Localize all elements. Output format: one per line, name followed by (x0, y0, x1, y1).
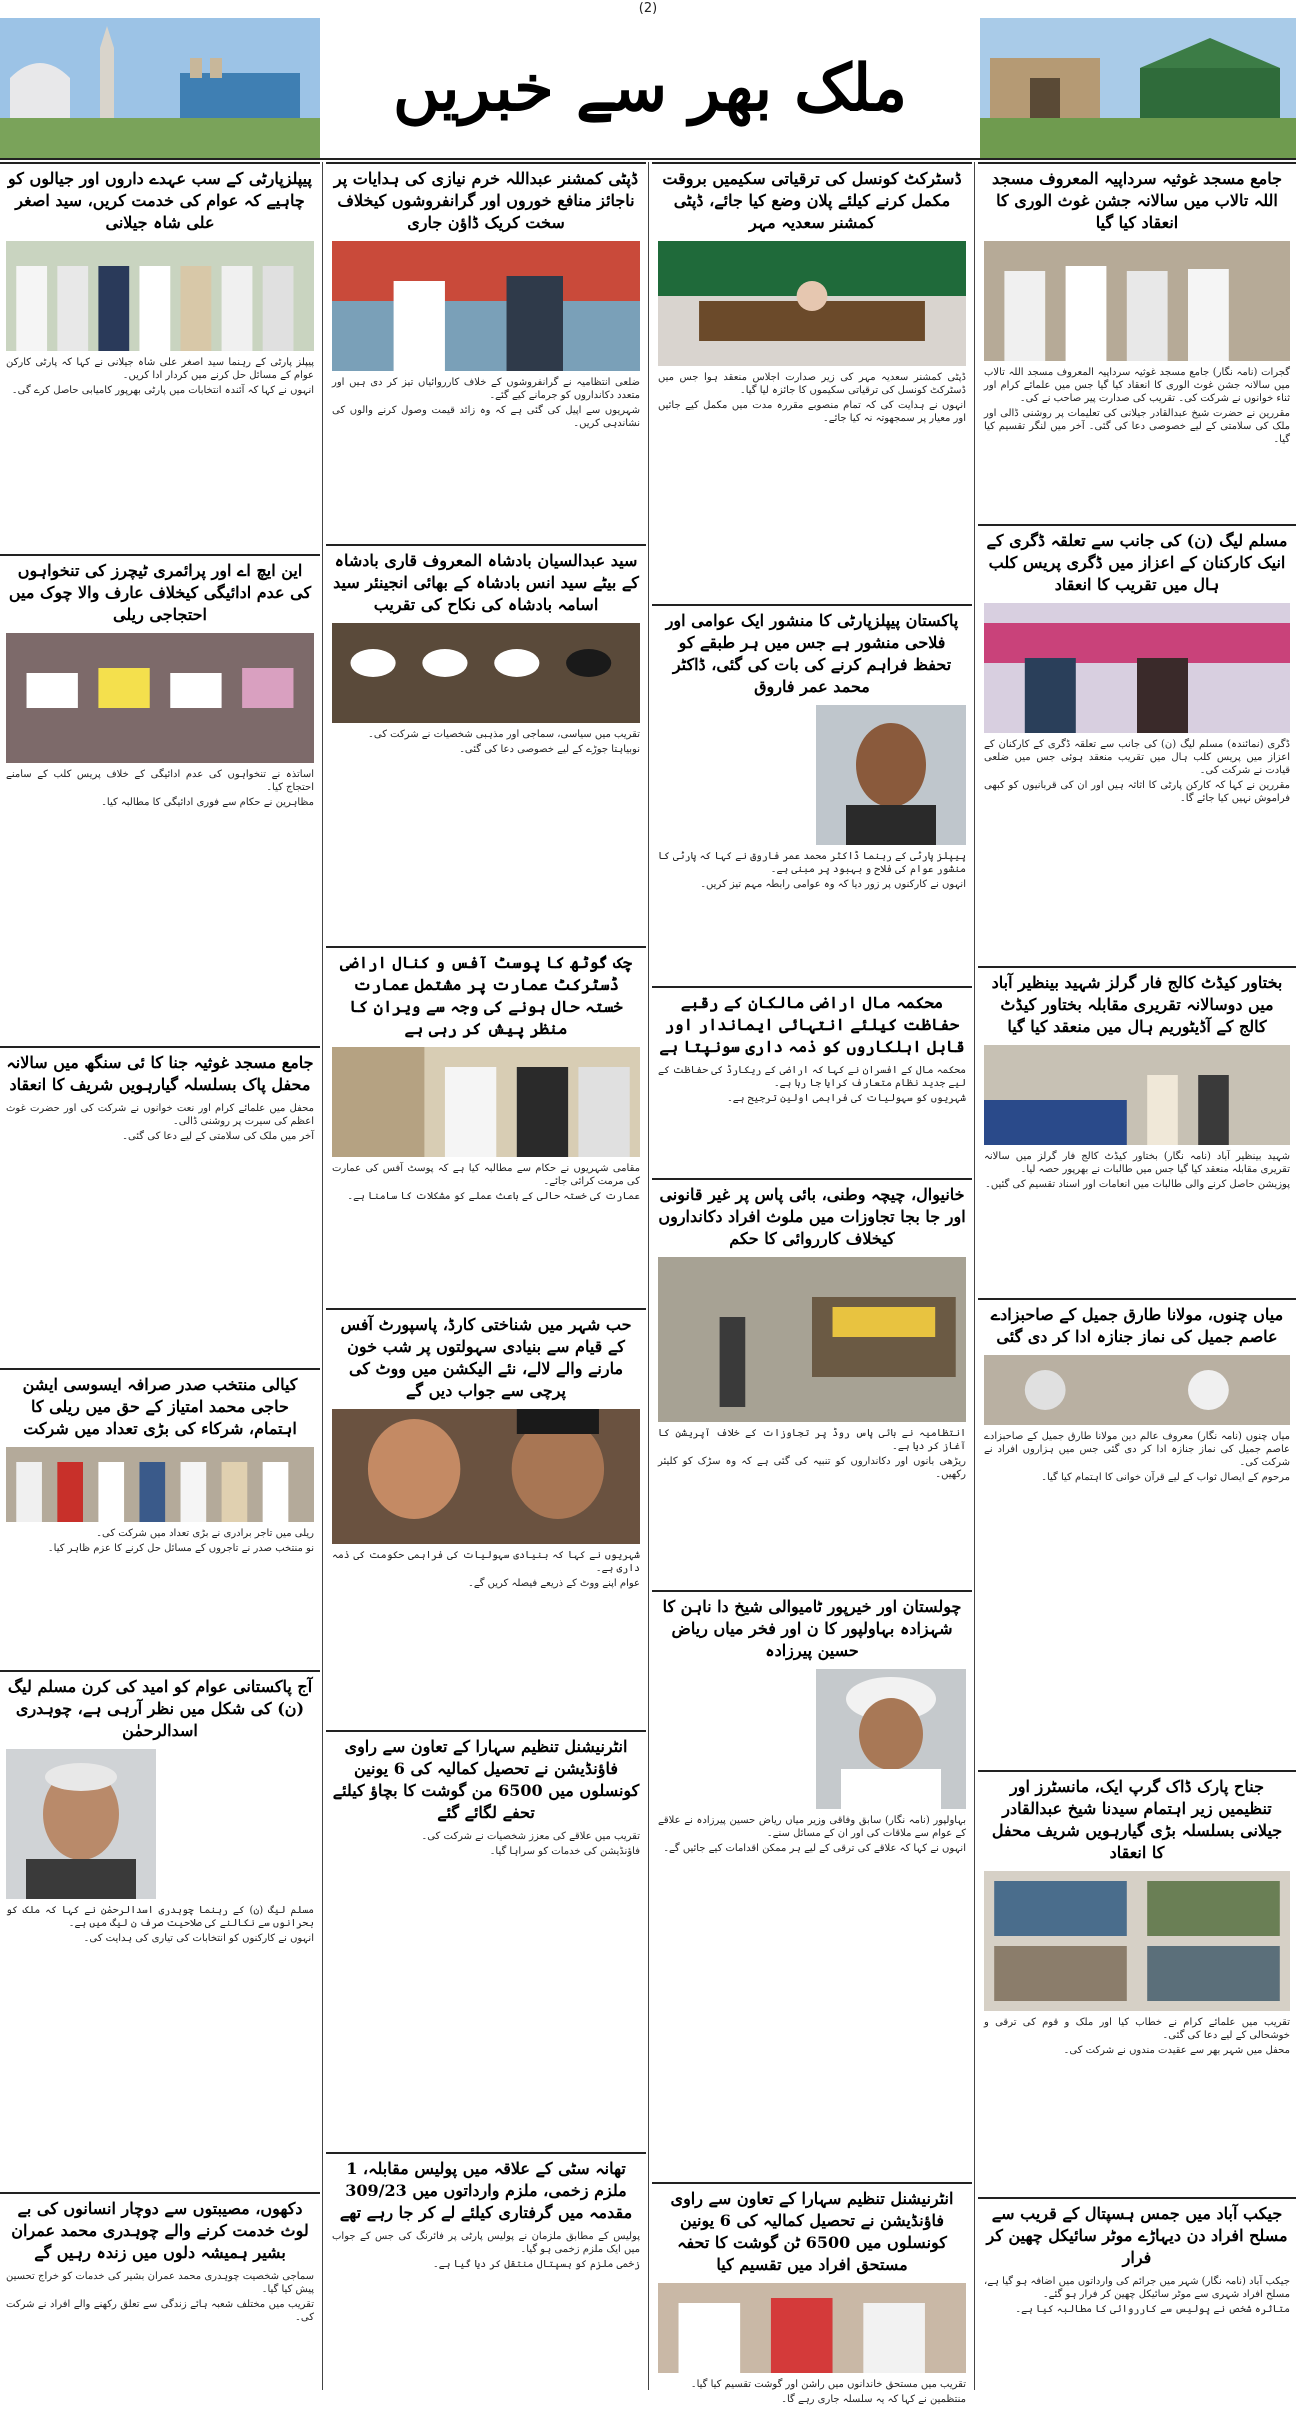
story-photo (332, 623, 640, 723)
story-body (0, 2268, 320, 2328)
story-photo (6, 241, 314, 351)
story-paragraph: انہوں نے کہا کہ علاقے کی ترقی کے لیے ہر ممکن اقدامات کیے جائیں گے۔ (663, 1843, 966, 1854)
story-paragraph: انہوں نے کارکنوں پر زور دیا کہ وہ عوامی رابطہ مہم تیز کریں۔ (700, 879, 966, 890)
story-paragraph: گجرات (نامہ نگار) جامع مسجد غوثیہ سرداپیہ المعروف مسجد اللہ تالاب میں سالانہ جشن غوث الوری کا انعقاد کیا گیا جس میں علمائے کرام اور ثناء خوانوں نے شرکت کی۔ تقریب کی صدارت پیر صاحب نے کی۔ (984, 367, 1290, 404)
story-paragraph: نو منتخب صدر نے تاجروں کے مسائل حل کرنے کا عزم ظاہر کیا۔ (47, 1543, 314, 1554)
story (326, 946, 646, 1308)
story-paragraph: شہریوں نے کہا کہ بنیادی سہولیات کی فراہمی حکومت کی ذمہ داری ہے۔ (332, 1550, 640, 1574)
story-paragraph: مسلم لیگ (ن) کے رہنما چوہدری اسدالرحمٰن نے کہا کہ ملک کو بحرانوں سے نکالنے کی صلاحیت صرف ن لیگ میں ہے۔ (6, 1905, 314, 1929)
page-number: (2) (638, 1, 658, 16)
story-photo (332, 1047, 640, 1157)
story-headline: سید عبدالسیان بادشاہ المعروف قاری بادشاہ کے بیٹے سید انس بادشاہ کے بھائی انجینئر سید اسامہ بادشاہ کی نکاح کی تقریب (333, 551, 639, 614)
story-body (978, 2273, 1296, 2320)
story (0, 1670, 320, 2192)
story-paragraph: انہوں نے ہدایت کی کہ تمام منصوبے مقررہ مدت میں مکمل کیے جائیں اور معیار پر سمجھوتہ نہ کیا جائے۔ (658, 400, 966, 424)
portrait-photo (816, 1669, 966, 1809)
story-paragraph: شہید بینظیر آباد (نامہ نگار) بختاور کیڈٹ کالج فار گرلز میں سالانہ تقریری مقابلہ منعقد کیا گیا جس میں طالبات نے بھرپور حصہ لیا۔ (984, 1151, 1290, 1175)
story-body (0, 1525, 320, 1559)
story-paragraph: عوام اپنے ووٹ کے ذریعے فیصلہ کریں گے۔ (467, 1578, 640, 1589)
story-headline: پاکستان پیپلزپارٹی کا منشور ایک عوامی اور فلاحی منشور ہے جس میں ہر طبقے کو تحفظ فراہم کرنے کی بات کی گئی، ڈاکٹر محمد عمر فاروق (665, 611, 959, 696)
story (978, 1770, 1296, 2197)
story-body (326, 1828, 646, 1862)
story-headline: آج پاکستانی عوام کو امید کی کرن مسلم لیگ (ن) کی شکل میں نظر آرہی ہے، چوہدری اسدالرحمٰن (7, 1677, 313, 1740)
story-paragraph: محکمہ مال کے افسران نے کہا کہ اراضی کے ریکارڈ کی حفاظت کے لیے جدید نظام متعارف کرایا جا رہا ہے۔ (658, 1065, 966, 1089)
story-body (0, 766, 320, 813)
column-4 (0, 162, 320, 2390)
story-paragraph: میاں چنوں (نامہ نگار) معروف عالم دین مولانا طارق جمیل کے صاحبزادے عاصم جمیل کی نماز جنازہ ادا کر دی گئی جس میں ہزاروں افراد نے شرکت کی۔ (984, 1431, 1290, 1468)
story-headline: حب شہر میں شناختی کارڈ، پاسپورٹ آفس کے قیام سے بنیادی سہولتوں پر شب خون مارنے والے لالے، نئے الیکشن میں ووٹ کی پرچی سے جواب دیں گے (340, 1315, 632, 1400)
story-body (652, 1062, 972, 1109)
story (652, 986, 972, 1178)
story (0, 554, 320, 1046)
story-headline: جیکب آباد میں جمس ہسپتال کے قریب سے مسلح افراد دن دیہاڑے موٹر سائیکل چھین کر فرار (986, 2204, 1288, 2267)
story (652, 2182, 972, 2405)
story-headline: ڈپٹی کمشنر عبداللہ خرم نیازی کی ہدایات پر ناجائز منافع خوروں اور گرانفروشوں کیخلاف سخت کریک ڈاؤن جاری (333, 169, 639, 232)
story-headline: چولستان اور خیرپور ٹامیوالی شیخ دا ناہن کا شہزادہ بہاولپور کا ن اور فخر میاں ریاض حسین پیرزادہ (662, 1597, 962, 1660)
story-paragraph: ریڑھی بانوں اور دکانداروں کو تنبیہ کی گئی ہے کہ وہ سڑک کو کلیئر رکھیں۔ (658, 1456, 966, 1480)
story-paragraph: مظاہرین نے حکام سے فوری ادائیگی کا مطالبہ کیا۔ (101, 797, 314, 808)
story-body (326, 374, 646, 434)
landmarks-illustration-right (980, 18, 1296, 158)
story-body (978, 1428, 1296, 1488)
story-paragraph: شہریوں کو سہولیات کی فراہمی اولین ترجیح ہے۔ (726, 1093, 966, 1104)
story-headline: ڈسٹرکٹ کونسل کی ترقیاتی سکیمیں بروقت مکمل کرنے کیلئے پلان وضع کیا جائے، ڈپٹی کمشنر سعدیہ مہر (662, 169, 962, 232)
story-paragraph: جیکب آباد (نامہ نگار) شہر میں جرائم کی وارداتوں میں اضافہ ہو گیا ہے، مسلح افراد شہری سے موٹر سائیکل چھین کر فرار ہو گئے۔ (984, 2276, 1290, 2300)
story-photo (984, 1045, 1290, 1145)
story-paragraph: محفل میں شہر بھر سے عقیدت مندوں نے شرکت کی۔ (1063, 2045, 1290, 2056)
story-body (978, 2014, 1296, 2061)
story-photo (984, 1871, 1290, 2011)
story-body (978, 1148, 1296, 1195)
story-body (652, 2376, 972, 2410)
masthead-banner (0, 18, 1296, 160)
story (652, 162, 972, 604)
story-paragraph: بہاولپور (نامہ نگار) سابق وفاقی وزیر میاں ریاض حسین پیرزادہ نے علاقے کے عوام سے ملاقات کی اور ان کے مسائل سنے۔ (658, 1815, 966, 1839)
story-paragraph: فاؤنڈیشن کی خدمات کو سراہا گیا۔ (489, 1846, 640, 1857)
story-headline: جامع مسجد غوثیہ سرداپیہ المعروف مسجد اللہ تالاب میں سالانہ جشن غوث الوری کا انعقاد کیا گیا (991, 169, 1283, 232)
story-photo (332, 1409, 640, 1544)
masthead (320, 18, 980, 158)
landmarks-illustration-left (0, 18, 320, 158)
story (0, 1046, 320, 1368)
story-paragraph: عمارت کی خستہ حالی کے باعث عملے کو مشکلات کا سامنا ہے۔ (347, 1191, 640, 1202)
story-headline: دکھوں، مصیبتوں سے دوچار انسانوں کی بے لوث خدمت کرنے والے چوہدری محمد عمران بشیر ہمیشہ دلوں میں زندہ رہیں گے (11, 2199, 309, 2262)
story-paragraph: سماجی شخصیت چوہدری محمد عمران بشیر کی خدمات کو خراج تحسین پیش کیا گیا۔ (6, 2271, 314, 2295)
story-headline: مسلم لیگ (ن) کی جانب سے تعلقہ ڈگری کے انیک کارکنان کے اعزاز میں ڈگری پریس کلب ہال میں تقریب کا انعقاد (986, 531, 1288, 594)
story-body (326, 2228, 646, 2275)
story-photo (658, 2283, 966, 2373)
story (326, 2152, 646, 2392)
story-paragraph: مقررین نے حضرت شیخ عبدالقادر جیلانی کی تعلیمات پر روشنی ڈالی اور ملک کی سلامتی کے لیے خصوصی دعا کی گئی۔ آخر میں لنگر تقسیم کیا گیا۔ (984, 408, 1290, 445)
story-headline: میاں چنوں، مولانا طارق جمیل کے صاحبزادے عاصم جمیل کی نماز جنازہ ادا کر دی گئی (990, 1305, 1284, 1346)
story-paragraph: تقریب میں مستحق خاندانوں میں راشن اور گوشت تقسیم کیا گیا۔ (690, 2379, 966, 2390)
story-paragraph: انہوں نے کہا کہ آئندہ انتخابات میں پارٹی بھرپور کامیابی حاصل کرے گی۔ (11, 385, 314, 396)
column-3 (326, 162, 646, 2390)
story-paragraph: تقریب میں مختلف شعبہ ہائے زندگی سے تعلق رکھنے والے افراد نے شرکت کی۔ (6, 2299, 314, 2323)
story (326, 544, 646, 946)
story-body (652, 848, 972, 895)
story (326, 162, 646, 544)
story-body (326, 726, 646, 760)
story-paragraph: ریلی میں تاجر برادری نے بڑی تعداد میں شرکت کی۔ (96, 1528, 314, 1539)
story-paragraph: منتظمین نے کہا کہ یہ سلسلہ جاری رہے گا۔ (781, 2394, 966, 2405)
story-body (652, 1425, 972, 1485)
story-body (978, 736, 1296, 809)
story (652, 604, 972, 986)
story-paragraph: شہریوں سے اپیل کی گئی ہے کہ وہ زائد قیمت وصول کرنے والوں کی نشاندہی کریں۔ (332, 405, 640, 429)
story-paragraph: تقریب میں علاقے کی معزز شخصیات نے شرکت کی۔ (421, 1831, 640, 1842)
story-photo (984, 603, 1290, 733)
story-paragraph: پولیس کے مطابق ملزمان نے پولیس پارٹی پر فائرنگ کی جس کے جواب میں ایک ملزم زخمی ہو گیا۔ (332, 2231, 640, 2255)
story-paragraph: پیپلز پارٹی کے رہنما سید اصغر علی شاہ جیلانی نے کہا کہ پارٹی کارکن عوام کے مسائل حل کرنے میں کردار ادا کریں۔ (6, 357, 314, 381)
story-paragraph: زخمی ملزم کو ہسپتال منتقل کر دیا گیا ہے۔ (432, 2259, 640, 2270)
story-headline: چک گوٹھ کا پوسٹ آفس و کنال اراضی ڈسٹرکٹ عمارت پر مشتمل عمارت خستہ حال ہونے کی وجہ سے ویران کا منظر پیش کر رہی ہے (339, 953, 633, 1038)
story-headline: خانیوال، چیچہ وطنی، بائی پاس پر غیر قانونی اور جا بجا تجاوزات میں ملوث افراد دکانداروں کیخلاف کارروائی کا حکم (658, 1185, 966, 1248)
story-headline: تھانہ سٹی کے علاقہ میں پولیس مقابلہ، 1 ملزم زخمی، ملزم وارداتوں میں 309/23 مقدمہ میں گرفتاری کیلئے لے کر جا رہے تھے (339, 2159, 633, 2222)
story-paragraph: تقریب میں سیاسی، سماجی اور مذہبی شخصیات نے شرکت کی۔ (368, 729, 640, 740)
story-paragraph: پیپلز پارٹی کے رہنما ڈاکٹر محمد عمر فاروق نے کہا کہ پارٹی کا منشور عوام کی فلاح و بہبود پر مبنی ہے۔ (658, 851, 966, 875)
column-2 (652, 162, 972, 2405)
story-paragraph: مقررین نے کہا کہ کارکن پارٹی کا اثاثہ ہیں اور ان کی قربانیوں کو کبھی فراموش نہیں کیا جائے گا۔ (984, 780, 1290, 804)
story (978, 966, 1296, 1298)
story-paragraph: ڈپٹی کمشنر سعدیہ مہر کی زیر صدارت اجلاس منعقد ہوا جس میں ڈسٹرکٹ کونسل کی ترقیاتی سکیموں کا جائزہ لیا گیا۔ (658, 372, 966, 396)
story (326, 1308, 646, 1730)
story-photo (6, 1447, 314, 1522)
story-paragraph: انہوں نے کارکنوں کو انتخابات کی تیاری کی ہدایت کی۔ (83, 1933, 314, 1944)
story (978, 524, 1296, 966)
story-paragraph: اساتذہ نے تنخواہوں کی عدم ادائیگی کے خلاف پریس کلب کے سامنے احتجاج کیا۔ (6, 769, 314, 793)
story (978, 1298, 1296, 1770)
story-headline: این ایچ اے اور پرائمری ٹیچرز کی تنخواہوں کی عدم ادائیگی کیخلاف عارف والا چوک میں احتجاجی ریلی (8, 561, 312, 624)
story-body (978, 364, 1296, 450)
portrait-photo (816, 705, 966, 845)
story-headline: پیپلزپارٹی کے سب عہدے داروں اور جیالوں کو چاہیے کہ عوام کی خدمت کریں، سید اصغر علی شاہ جیلانی (8, 169, 312, 232)
story (652, 1178, 972, 1590)
column-divider (322, 162, 323, 2390)
story (978, 162, 1296, 524)
story-body (0, 1100, 320, 1147)
story-paragraph: انتظامیہ نے بائی پاس روڈ پر تجاوزات کے خلاف آپریشن کا آغاز کر دیا ہے۔ (658, 1428, 966, 1452)
story-headline: انٹرنیشنل تنظیم سہارا کے تعاون سے راوی فاؤنڈیشن نے تحصیل کمالیہ کی 6 یونین کونسلوں میں 6500 ٹن گوشت کا تحفہ مستحق افراد میں تقسیم کیا (670, 2189, 954, 2274)
story-body (0, 1902, 320, 1949)
masthead-title: ملک بھر سے خبریں (392, 50, 908, 126)
story-headline: جامع مسجد غوثیہ جنا کا ئی سنگھ میں سالانہ محفل پاک بسلسلہ گیارہویں شریف کا انعقاد (6, 1053, 314, 1094)
story-body (652, 1812, 972, 1859)
story (652, 1590, 972, 2182)
story (978, 2197, 1296, 2392)
story-paragraph: مقامی شہریوں نے حکام سے مطالبہ کیا ہے کہ پوسٹ آفس کی عمارت کی مرمت کرائی جائے۔ (332, 1163, 640, 1187)
story-headline: انٹرنیشنل تنظیم سہارا کے تعاون سے راوی فاؤنڈیشن نے تحصیل کمالیہ کی 6 یونین کونسلوں میں 6500 من گوشت کا بچاؤ کیلئے تحفے لگائے گئے (332, 1737, 640, 1822)
story-paragraph: مرحوم کے ایصال ثواب کے لیے قرآن خوانی کا اہتمام کیا گیا۔ (1041, 1472, 1290, 1483)
story-photo (658, 1257, 966, 1422)
story-paragraph: تقریب میں علمائے کرام نے خطاب کیا اور ملک و قوم کی ترقی و خوشحالی کے لیے دعا کی گئی۔ (984, 2017, 1290, 2041)
story-photo (332, 241, 640, 371)
column-1 (978, 162, 1296, 2390)
portrait-photo (6, 1749, 156, 1899)
story (0, 2192, 320, 2392)
story-headline: محکمہ مال اراضی مالکان کے رقبے حفاظت کیلئے انتہائی ایماندار اور قابل اہلکاروں کو ذمہ داری سونپتا ہے (659, 993, 965, 1056)
story-photo (984, 1355, 1290, 1425)
story-body (0, 354, 320, 401)
story (326, 1730, 646, 2152)
story-body (326, 1160, 646, 1207)
story (0, 1368, 320, 1670)
column-divider (974, 162, 975, 2390)
story-headline: جناح پارک ڈاک گرپ ایک، مانسٹرز اور تنظیمیں زیر اہتمام سیدنا شیخ عبدالقادر جیلانی بسلسلہ بڑی گیارہویں شریف محفل کا انعقاد (991, 1777, 1283, 1862)
story-photo (984, 241, 1290, 361)
story-paragraph: محفل میں علمائے کرام اور نعت خوانوں نے شرکت کی اور حضرت غوث اعظم کی سیرت پر روشنی ڈالی۔ (6, 1103, 314, 1127)
story-paragraph: نوبیاہتا جوڑے کے لیے خصوصی دعا کی گئی۔ (459, 744, 640, 755)
story-paragraph: متاثرہ شخص نے پولیس سے کارروائی کا مطالبہ کیا ہے۔ (1015, 2304, 1290, 2315)
story-paragraph: آخر میں ملک کی سلامتی کے لیے دعا کی گئی۔ (122, 1131, 314, 1142)
story-photo (6, 633, 314, 763)
story-paragraph: ضلعی انتظامیہ نے گرانفروشوں کے خلاف کارروائیاں تیز کر دی ہیں اور متعدد دکانداروں کو جرمانے کیے گئے۔ (332, 377, 640, 401)
story-body (326, 1547, 646, 1594)
story-body (652, 369, 972, 429)
story-paragraph: ڈگری (نمائندہ) مسلم لیگ (ن) کی جانب سے تعلقہ ڈگری کے کارکنان کے اعزاز میں پریس کلب ہال میں تقریب منعقد ہوئی جس میں ضلعی قیادت نے شرکت کی۔ (984, 739, 1290, 776)
column-divider (648, 162, 649, 2390)
story (0, 162, 320, 554)
story-headline: بختاور کیڈٹ کالج فار گرلز شہید بینظیر آباد میں دوسالانہ تقریری مقابلہ بختاور کیڈٹ کالج کے آڈیٹوریم ہال میں منعقد کیا گیا (991, 973, 1283, 1036)
story-headline: کیالی منتخب صدر صرافہ ایسوسی ایشن حاجی محمد امتیاز کے حق میں ریلی کا اہتمام، شرکاء کی بڑی تعداد میں شرکت (22, 1375, 298, 1438)
story-photo (658, 241, 966, 366)
story-paragraph: پوزیشن حاصل کرنے والی طالبات میں انعامات اور اسناد تقسیم کی گئیں۔ (985, 1179, 1290, 1190)
